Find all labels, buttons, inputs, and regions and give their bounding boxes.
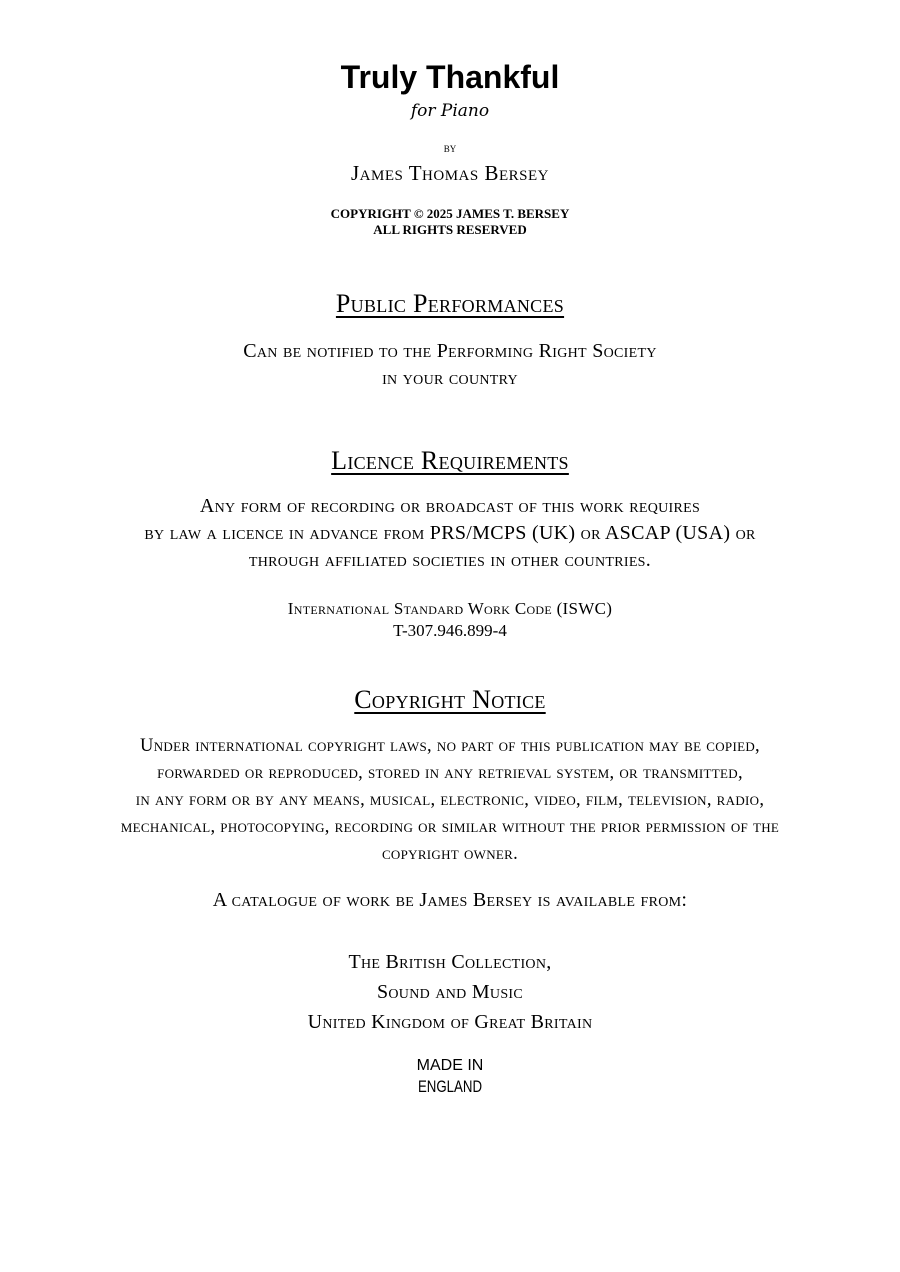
licence-requirements-text xyxy=(0,493,900,574)
text-line: in any form or by any means, musical, electronic, video, film, television, radio, xyxy=(135,790,765,810)
text-line: through affiliated societies in other countries. xyxy=(248,549,652,571)
iswc-label: International Standard Work Code (ISWC) xyxy=(287,599,613,618)
iswc-code: T-307.946.899-4 xyxy=(393,621,507,640)
text-line: Can be notified to the Performing Right Society xyxy=(243,340,657,362)
text-line: Any form of recording or broadcast of this work requires xyxy=(199,495,701,517)
copyright-notice-heading: Copyright Notice xyxy=(354,685,546,714)
copyright-notice-text xyxy=(0,733,900,868)
copyright-statement xyxy=(0,206,900,238)
catalogue-statement: A catalogue of work be James Bersey is available from: xyxy=(212,889,688,911)
iswc-block xyxy=(0,598,900,642)
country-label: ENGLAND xyxy=(417,1077,483,1096)
publisher-address xyxy=(0,947,900,1037)
instrumentation-subtitle: for Piano xyxy=(410,101,490,121)
text-line: mechanical, photocopying, recording or similar without the prior permission of the xyxy=(120,817,780,837)
address-line: The British Collection, xyxy=(348,951,552,973)
address-line: United Kingdom of Great Britain xyxy=(307,1011,593,1033)
rights-reserved-line: ALL RIGHTS RESERVED xyxy=(373,222,527,237)
public-performances-text xyxy=(0,338,900,392)
public-performances-heading: Public Performances xyxy=(335,289,565,318)
composer-name: James Thomas Bersey xyxy=(351,161,549,185)
made-in-label: MADE IN xyxy=(416,1057,484,1074)
piece-title: Truly Thankful xyxy=(340,59,560,95)
copyright-line: COPYRIGHT © 2025 JAMES T. BERSEY xyxy=(330,206,570,221)
text-line: Under international copyright laws, no part of this publication may be copied, xyxy=(140,736,760,756)
text-line: by law a licence in advance from PRS/MCPS (UK) or ASCAP (USA) or xyxy=(144,522,756,544)
text-line: in your country xyxy=(382,367,518,389)
text-line: forwarded or reproduced, stored in any retrieval system, or transmitted, xyxy=(157,763,743,783)
address-line: Sound and Music xyxy=(376,981,524,1003)
text-line: copyright owner. xyxy=(381,844,519,864)
licence-requirements-heading: Licence Requirements xyxy=(331,446,569,475)
by-label: by xyxy=(443,140,457,155)
